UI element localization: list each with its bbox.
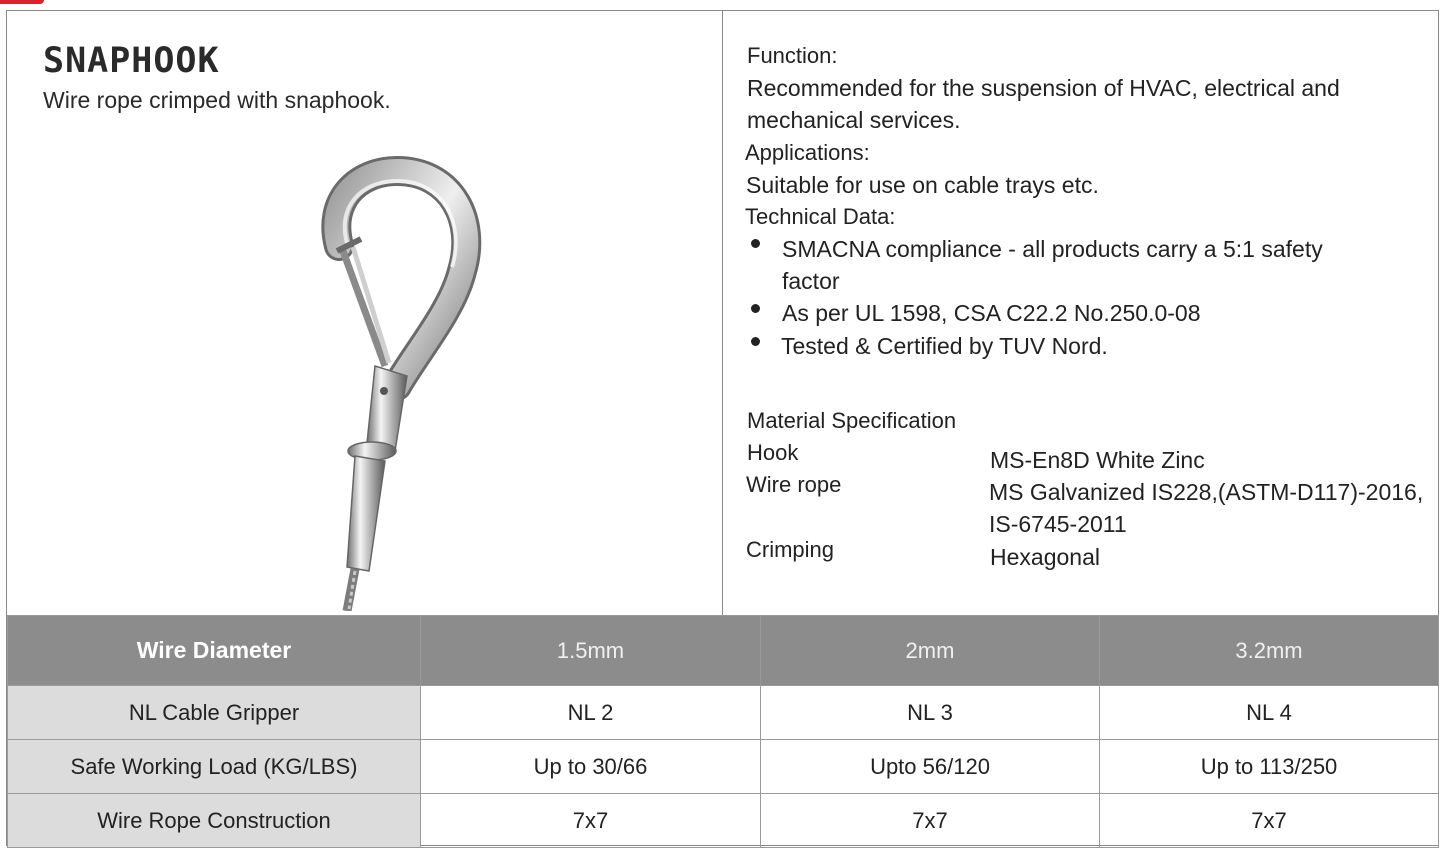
table-row bbox=[8, 686, 1439, 740]
material-value-wire-rope: MS Galvanized IS228,(ASTM-D117)-2016, bbox=[989, 479, 1424, 505]
table-cell: Upto 56/120 bbox=[761, 740, 1100, 794]
function-text-line-2: mechanical services. bbox=[747, 107, 961, 133]
material-label-hook: Hook bbox=[747, 440, 799, 465]
specification-table bbox=[7, 615, 1439, 848]
technical-item-1: SMACNA compliance - all products carry a 5:1 safety bbox=[782, 236, 1323, 262]
function-label: Function: bbox=[747, 43, 838, 68]
table-row bbox=[8, 740, 1439, 794]
header-size-1: 1.5mm bbox=[421, 616, 761, 686]
bullet-icon bbox=[751, 304, 760, 313]
table-cell: NL 2 bbox=[421, 686, 761, 740]
material-value-wire-rope-standard: IS-6745-2011 bbox=[989, 511, 1127, 537]
table-cell: NL 3 bbox=[761, 686, 1100, 740]
table-cell: Up to 30/66 bbox=[421, 740, 761, 794]
table-cell: NL 4 bbox=[1100, 686, 1439, 740]
material-value-hook: MS-En8D White Zinc bbox=[990, 447, 1205, 473]
material-label-crimping: Crimping bbox=[746, 537, 835, 562]
row-label: Safe Working Load (KG/LBS) bbox=[8, 740, 421, 794]
table-cell: 7x7 bbox=[1100, 794, 1439, 848]
table-cell: Up to 113/250 bbox=[1100, 740, 1439, 794]
technical-item-2: As per UL 1598, CSA C22.2 No.250.0-08 bbox=[782, 300, 1201, 326]
function-text-line-1: Recommended for the suspension of HVAC, electrical and bbox=[747, 75, 1340, 101]
material-spec-heading: Material Specification bbox=[747, 408, 957, 433]
product-subtitle: Wire rope crimped with snaphook. bbox=[43, 87, 391, 113]
bullet-icon bbox=[751, 337, 760, 346]
table-row bbox=[8, 794, 1439, 848]
table-cell: 7x7 bbox=[761, 794, 1100, 848]
header-wire-diameter: Wire Diameter bbox=[8, 616, 421, 686]
technical-data-label: Technical Data: bbox=[745, 204, 896, 229]
applications-label: Applications: bbox=[745, 140, 870, 165]
product-details-panel bbox=[725, 11, 1438, 615]
product-title: SNAPHOOK bbox=[43, 41, 220, 81]
material-value-crimping: Hexagonal bbox=[990, 544, 1100, 570]
technical-item-1-continued: factor bbox=[782, 268, 840, 294]
row-label: Wire Rope Construction bbox=[8, 794, 421, 848]
table-cell: 7x7 bbox=[421, 794, 761, 848]
product-image-panel bbox=[7, 11, 723, 615]
table-header-row bbox=[8, 616, 1439, 686]
technical-item-3: Tested & Certified by TUV Nord. bbox=[781, 333, 1108, 359]
product-sheet bbox=[6, 10, 1439, 846]
bullet-icon bbox=[751, 239, 760, 248]
header-size-2: 2mm bbox=[761, 616, 1100, 686]
snaphook-image bbox=[257, 151, 517, 611]
brand-accent-tab bbox=[0, 0, 44, 4]
applications-text: Suitable for use on cable trays etc. bbox=[746, 172, 1099, 198]
header-size-3: 3.2mm bbox=[1100, 616, 1439, 686]
material-label-wire-rope: Wire rope bbox=[746, 472, 842, 497]
row-label: NL Cable Gripper bbox=[8, 686, 421, 740]
